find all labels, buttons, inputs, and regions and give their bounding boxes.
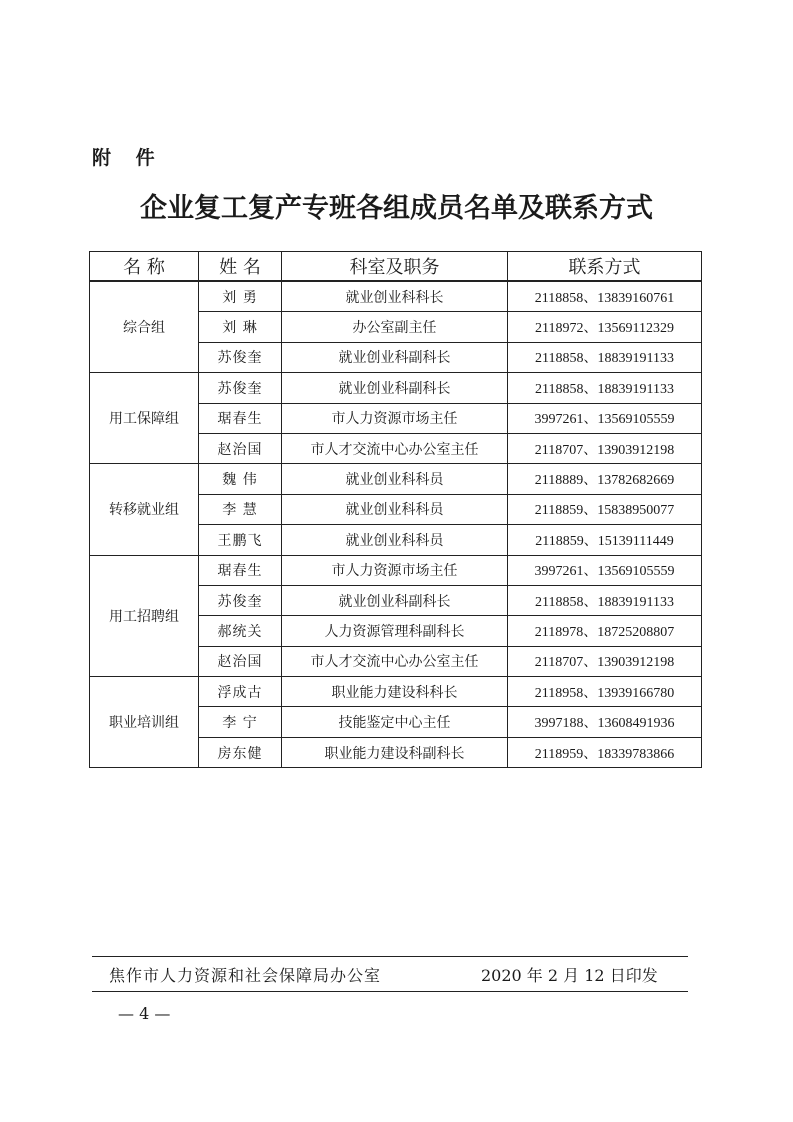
position-cell: 职业能力建设科科长	[282, 677, 508, 707]
footer-top-rule	[92, 956, 688, 957]
position-cell: 就业创业科科员	[282, 525, 508, 555]
position-cell: 人力资源管理科副科长	[282, 616, 508, 646]
person-name-cell: 苏俊奎	[199, 373, 282, 403]
position-cell: 就业创业科副科长	[282, 585, 508, 615]
table-header-row	[90, 252, 702, 282]
person-name-cell: 琚春生	[199, 555, 282, 585]
position-cell: 技能鉴定中心主任	[282, 707, 508, 737]
group-name-cell: 职业培训组	[90, 677, 199, 768]
contact-cell: 3997261、13569105559	[508, 403, 702, 433]
issue-date: 2020 年 2 月 12 日印发	[481, 966, 658, 985]
position-cell: 就业创业科科员	[282, 494, 508, 524]
contact-cell: 3997188、13608491936	[508, 707, 702, 737]
person-name-cell: 王鹏飞	[199, 525, 282, 555]
person-name-cell: 刘 琳	[199, 312, 282, 342]
position-cell: 就业创业科副科长	[282, 342, 508, 372]
table-row	[90, 555, 702, 585]
member-contact-table	[89, 251, 702, 768]
contact-cell: 3997261、13569105559	[508, 555, 702, 585]
table-row	[90, 464, 702, 494]
person-name-cell: 浮成古	[199, 677, 282, 707]
person-name-cell: 赵治国	[199, 433, 282, 463]
contact-cell: 2118707、13903912198	[508, 433, 702, 463]
contact-cell: 2118858、13839160761	[508, 281, 702, 312]
contact-cell: 2118972、13569112329	[508, 312, 702, 342]
position-cell: 就业创业科副科长	[282, 373, 508, 403]
person-name-cell: 郝统关	[199, 616, 282, 646]
table-row	[90, 677, 702, 707]
issuer-office: 焦作市人力资源和社会保障局办公室	[109, 966, 382, 985]
person-name-cell: 苏俊奎	[199, 342, 282, 372]
position-cell: 办公室副主任	[282, 312, 508, 342]
header-department-position: 科室及职务	[282, 252, 508, 282]
group-name-cell: 转移就业组	[90, 464, 199, 555]
contact-cell: 2118978、18725208807	[508, 616, 702, 646]
annex-label: 附 件	[92, 147, 164, 169]
header-person-name: 姓 名	[199, 252, 282, 282]
footer-bottom-rule	[92, 991, 688, 992]
page-number: — 4 —	[118, 1004, 171, 1023]
group-name-cell: 用工保障组	[90, 373, 199, 464]
contact-cell: 2118859、15139111449	[508, 525, 702, 555]
person-name-cell: 苏俊奎	[199, 585, 282, 615]
position-cell: 就业创业科科长	[282, 281, 508, 312]
position-cell: 市人力资源市场主任	[282, 403, 508, 433]
contact-cell: 2118959、18339783866	[508, 737, 702, 767]
document-title: 企业复工复产专班各组成员名单及联系方式	[140, 193, 653, 224]
person-name-cell: 魏 伟	[199, 464, 282, 494]
person-name-cell: 琚春生	[199, 403, 282, 433]
position-cell: 职业能力建设科副科长	[282, 737, 508, 767]
person-name-cell: 刘 勇	[199, 281, 282, 312]
header-contact: 联系方式	[508, 252, 702, 282]
position-cell: 就业创业科科员	[282, 464, 508, 494]
contact-cell: 2118859、15838950077	[508, 494, 702, 524]
table-row	[90, 281, 702, 312]
position-cell: 市人才交流中心办公室主任	[282, 433, 508, 463]
contact-cell: 2118858、18839191133	[508, 342, 702, 372]
contact-cell: 2118707、13903912198	[508, 646, 702, 676]
group-name-cell: 用工招聘组	[90, 555, 199, 677]
header-group-name: 名 称	[90, 252, 199, 282]
person-name-cell: 赵治国	[199, 646, 282, 676]
table-row	[90, 373, 702, 403]
contact-cell: 2118889、13782682669	[508, 464, 702, 494]
position-cell: 市人才交流中心办公室主任	[282, 646, 508, 676]
position-cell: 市人力资源市场主任	[282, 555, 508, 585]
person-name-cell: 房东健	[199, 737, 282, 767]
contact-cell: 2118858、18839191133	[508, 373, 702, 403]
person-name-cell: 李 宁	[199, 707, 282, 737]
group-name-cell: 综合组	[90, 281, 199, 373]
contact-cell: 2118958、13939166780	[508, 677, 702, 707]
person-name-cell: 李 慧	[199, 494, 282, 524]
contact-cell: 2118858、18839191133	[508, 585, 702, 615]
table-body	[90, 281, 702, 768]
